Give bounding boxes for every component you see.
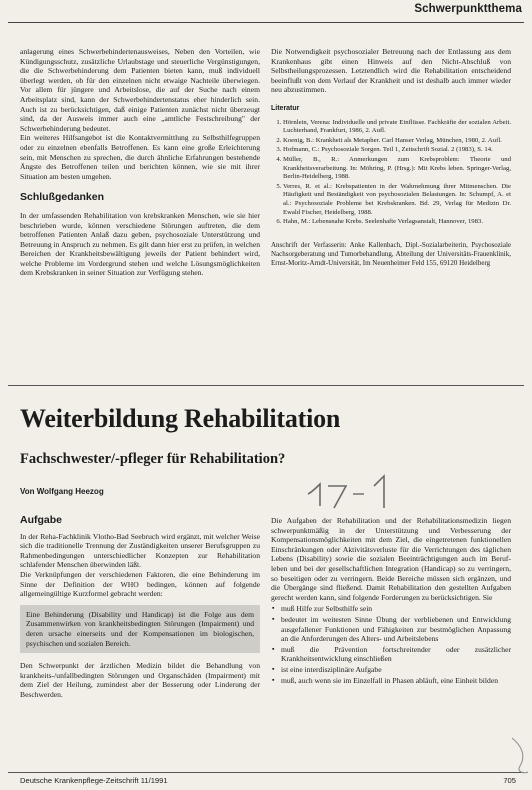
article-left-paragraph-3: Den Schwerpunkt der ärztlichen Medizin bildet die Behandlung von krankheits-/unfallbedingten Störungen und Organschäden (Impairment) mit dem Ziel der Heilung, zumindest aber der Besserung oder Linderung der Beschwerden.: [20, 661, 260, 699]
article-byline: Von Wolfgang Heezog: [20, 487, 104, 496]
article-right-paragraph-1: Die Aufgaben der Rehabilitation und der Rehabilitationsmedizin liegen schwerpunktmäßig in der Unterstützung und Verbesserung der Kompensationsmöglichkeiten mit dem Ziel, die eingetretenen funktionellen Einschränkungen oder Aktivitätsverluste für die Verrichtungen des täglichen Lebens (Disability) sowie die sozialen Beeinträchtigungen auch im Beruf-leben und bei der gesellschaftlichen Integration (Handicap) so zu verringern, so beseitigen oder zu verringern. Beide Bereiche müssen sich ergänzen, und die Übergänge sind fließend. Damit Rehabilitation den gestellten Aufgaben gerecht werden kann, sind folgende Forderungen zu berücksichtigen. Sie: [271, 516, 511, 602]
section-heading-schlussgedanken: Schlußgedanken: [20, 191, 105, 204]
article-left-paragraph-1: In der Reha-Fachklinik Vlotho-Bad Seebruch wird ergänzt, mit welcher Weise sich die traditionelle Trennung der Zuständigkeiten unserer Berufsgruppen zu Rahmenbedingungen unterschiedlicher Konzepten zur Rehabilitation schlafender Menschen überwinden läßt.: [20, 531, 260, 570]
article-title: Weiterbildung Rehabilitation: [20, 404, 341, 433]
closing-paragraph: In der umfassenden Rehabilitation von krebskranken Menschen, wie sie hier beschrieben wurde, können verschiedene Störungen auftreten, die dem betroffenen Patienten Anlaß dazu geben, psychosoziale Unterstützung und Betreuung in Anspruch zu nehmen. Es gilt dann hier erst zu prüfen, in welchen Bereichen der Krankheitsbewältigung jeweils der Patient behindert wird, welche Probleme im Vordergrund stehen und welche Lösungsmöglichkeiten dem Krebskranken in seiner Situation zur Verfügung stehen.: [20, 210, 260, 278]
footer-rule: [8, 772, 524, 773]
header-rule: [8, 22, 524, 23]
journal-citation: Deutsche Krankenpflege-Zeitschrift 11/1991: [20, 776, 168, 785]
article-left-paragraph-2: Die Verknüpfungen der verschiedenen Faktoren, die eine Behinderung im Sinne der Definition der WHO bedingen, können auf folgende allgemeingültige Kurzformel gebracht werden:: [20, 569, 260, 599]
list-item: ▪ muß, auch wenn sie im Einzelfall in Phasen abläuft, eine Einheit bilden: [281, 676, 511, 686]
upper-left-paragraph-1: anlagerung eines Schwerbehindertenausweises, Neben den Vorteilen, wie Kündigungsschutz, zusätzliche Urlaubstage und steuerliche Vergünstigungen, die die Schwerbehinderung dem Patienten bieten kann, muß individuell überlegt werden, ob für den einzelnen nicht etwaige Nachteile überwiegen. Vor allem für jüngere und Arbeitslose, die auf der Suche nach einem Arbeitsplatz sind, kann der Schwerbehindertenstatus eher hinderlich sein. Auch ist zu berücksichtigen, daß einige Patienten zunächst nicht überzeugt sind, da der Ausweis immer auch eine „amtliche Festschreibung" der Schwerbehinderung bedeutet.: [20, 47, 260, 133]
upper-right-column: [271, 47, 511, 268]
handwritten-annotation: [298, 468, 408, 512]
reference-item: 4. Müller, B., R.: Anmerkungen zum Krebsproblem: Theorie und Krankheitsverarbeitung. In: Möhring, P. (Hrsg.): Mit Krebs leben. Springer-Verlag, Berlin-Heidelberg, 1988.: [283, 156, 511, 182]
upper-right-intro: Die Notwendigkeit psychosozialer Betreuung nach der Entlassung aus dem Krankenhaus gibt einen Hinweis auf den Nicht-Abschluß von Selbstheilungsprozessen. Letztendlich wird die Rehabilitation entscheidend beeinflußt von dem Verlauf der Krankheit und ist deshalb auch immer wieder neu abzustimmen.: [271, 47, 511, 95]
reference-item: 6. Hahn, M.: Lebensnahe Krebs. Seelenhafte Verlagsanstalt, Hannover, 1983.: [283, 218, 511, 227]
reference-item: 2. Koenig, B.: Krankheit als Metapher. Carl Hanser Verlag, München, 1980, 2. Aufl.: [283, 137, 511, 146]
reference-item: 1. Hörnlein, Verena: Individuelle und private Einflüsse. Fachkräfte der sozialen Arbeit. Luchterhand, Frankfurt, 1986, 2. Aufl.: [283, 119, 511, 136]
article-subtitle: Fachschwester/-pfleger für Rehabilitation?: [20, 451, 286, 467]
list-item: ▪ muß Hilfe zur Selbsthilfe sein: [281, 604, 511, 614]
requirements-list: [271, 604, 511, 685]
article-right-column: [271, 516, 511, 686]
list-item: ▪ ist eine interdisziplinäre Aufgabe: [281, 665, 511, 675]
section-header-label: Schwerpunktthema: [414, 3, 522, 15]
section-heading-aufgabe: Aufgabe: [20, 514, 62, 526]
upper-left-column: [20, 47, 260, 278]
literature-heading: Literatur: [271, 104, 300, 112]
page-curl-mark: [508, 736, 530, 776]
list-item: ▪ bedeutet im weitesten Sinne Übung der verbliebenen und Entwicklung ausgefallener Funktionen und Fähigkeiten zur bestmöglichen Anpassung an die Anforderungen des Alters- und Arbeitslebens: [281, 615, 511, 644]
upper-left-paragraph-2: Ein weiteres Hilfsangebot ist die Kontaktvermittlung zu Selbsthilfegruppen oder zu einzelnen ebenfalls Betroffenen. Es kann eine große Erleichterung sein, mit Menschen zu sprechen, die durch ähnliche Erfahrungen bestehende Ängste des Betroffenen teilen und berichten können, wie sie mit ihrer Situation am besten umgehen.: [20, 133, 260, 181]
section-divider: [8, 385, 524, 386]
highlighted-definition-box: Eine Behinderung (Disability und Handicap) ist die Folge aus dem Zusammenwirken von krankheitsbedingten Störungen (Impairment) und deren ursache einerseits und der Kompensationen im biologischen, psychischen und sozialen Bereich.: [20, 605, 260, 653]
reference-item: 3. Hofmann, C.: Psychosoziale Sorgen. Teil 1, Zeitschrift Sozial. 2 (1983), S. 14.: [283, 146, 511, 155]
page-number: 705: [503, 776, 516, 785]
reference-list: [271, 119, 511, 227]
article-left-column: [20, 516, 260, 700]
list-item: ▪ muß die Prävention fortschreitender oder zusätzlicher Krankheitsentwicklung einschließen: [281, 645, 511, 664]
author-address: Anschrift der Verfasserin: Anke Kallenbach, Dipl.-Sozialarbeiterin, Psychosoziale Nachsorgeberatung und Tumorbehandlung, Abteilung der Universitäts-Frauenklinik, Ernst-Moritz-Arndt-Universität, Im Neuenheimer Feld 155, 69120 Heidelberg: [271, 240, 511, 267]
reference-item: 5. Verres, R. et al.: Krebspatienten in der Wahrnehmung ihrer Mitmenschen. Die Häufigkeit und Beständigkeit von psychosozialen Belastungen. In: Schumpf, A. et al.: Psychosoziale Probleme bei Krebskranken. Bd. 29, Verlag für Medizin Dr. Ewald Fischer, Heidelberg, 1988.: [283, 183, 511, 217]
